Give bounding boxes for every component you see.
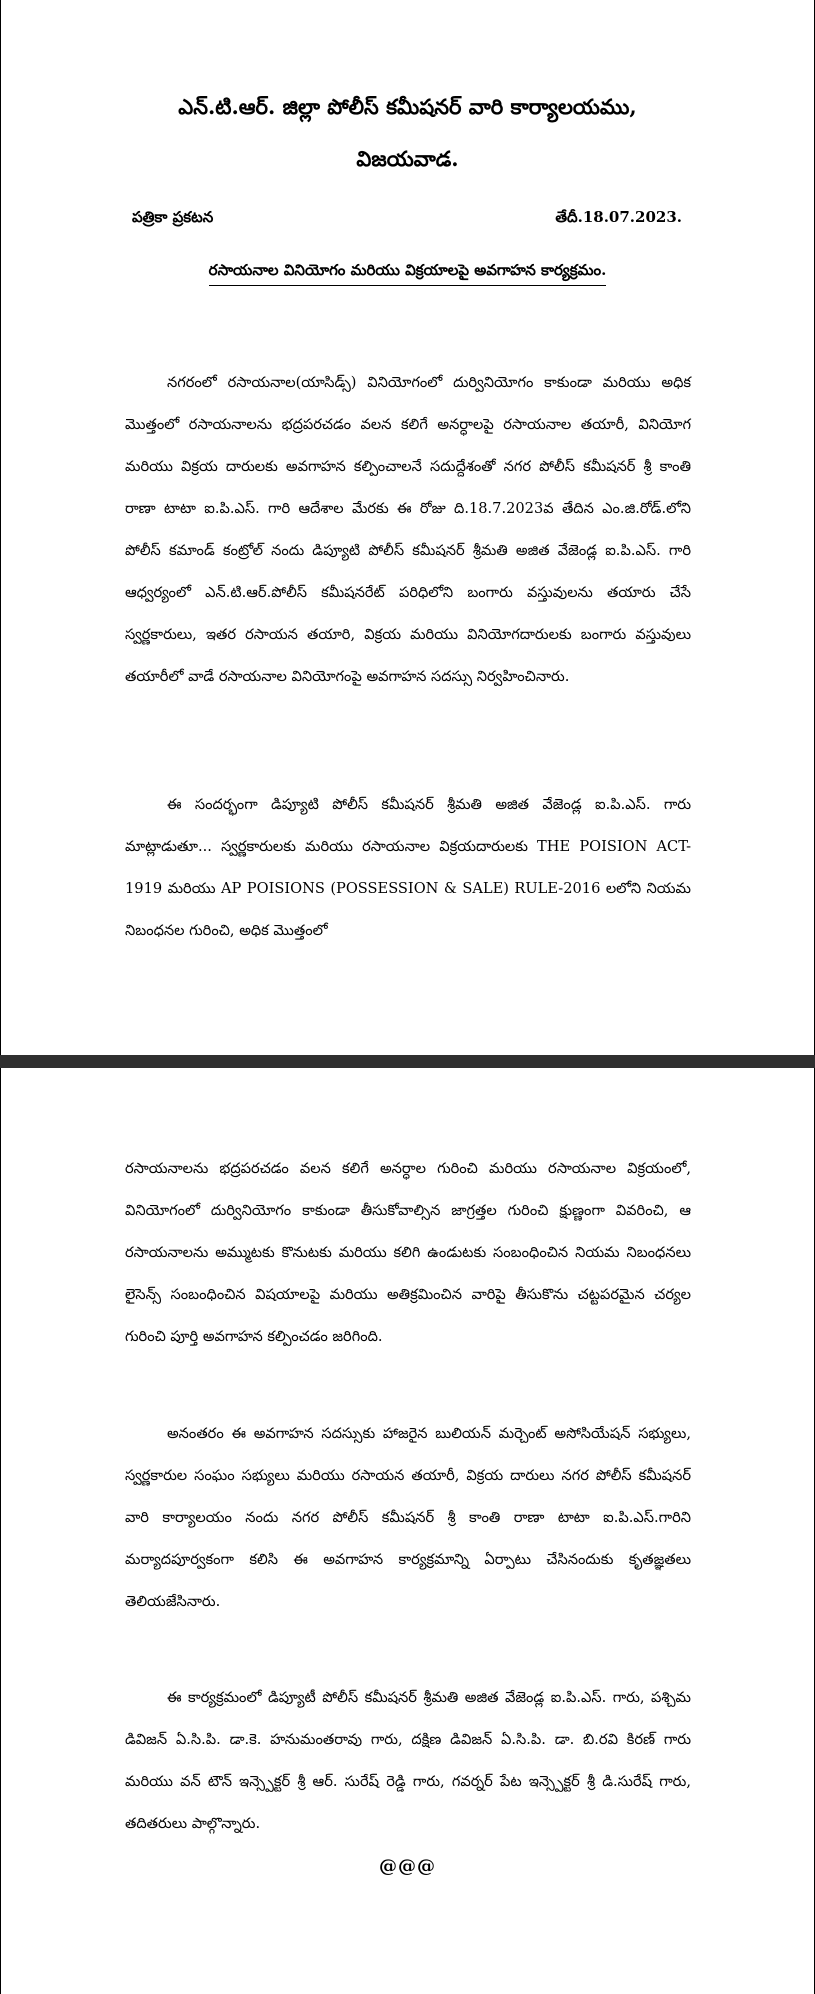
paragraph-3: రసాయనాలను భద్రపరచడం వలన కలిగే అనర్ధాల గురించి మరియు రసాయనాల విక్రయంలో, వినియోగంలో దుర్వినియోగం కాకుండా తీసుకోవాల్సిన జాగ్రత్తల గురించి క్షుణ్ణంగా వివరించి, ఆ రసాయనాలను అమ్ముటకు కొనుటకు మరియు కలిగి ఉండుటకు సంబంధించిన నియమ నిబంధనలు లైసెన్స్ సంబంధించిన విషయాలపై మరియు అతిక్రమించిన వారిపై తీసుకొను చట్టపరమైన చర్యల గురించి పూర్తి అవగాహన కల్పించడం జరిగింది. <box>125 1160 691 1345</box>
closing-mark: @@@ <box>379 1856 436 1877</box>
paragraph-4: అనంతరం ఈ అవగాహన సదస్సుకు హాజరైన బులియన్ మర్చెంట్ అసోసియేషన్ సభ్యులు, స్వర్ణకారుల సంఘం సభ్యులు మరియు రసాయన తయారీ, విక్రయ దారులు నగర పోలీస్ కమీషనర్ వారి కార్యాలయం నందు నగర పోలీస్ కమీషనర్ శ్రీ కాంతి రాణా టాటా ఐ.పి.ఎస్.గారిని మర్యాదపూర్వకంగా కలిసి ఈ అవగాహన కార్యక్రమాన్ని ఏర్పాటు చేసినందుకు కృతజ్ఞతలు తెలియజేసినారు. <box>125 1425 691 1610</box>
office-title: ఎన్.టి.ఆర్. జిల్లా పోలీస్ కమీషనర్ వారి కార్యాలయము, <box>178 94 637 119</box>
paragraph-2: ఈ సందర్భంగా డిప్యూటి పోలీస్ కమీషనర్ శ్రీమతి అజిత వేజెండ్ల ఐ.పి.ఎస్. గారు మాట్లాడుతూ... స్వర్ణకారులకు మరియు రసాయనాల విక్రయదారులకు THE POISION ACT-1919 మరియు AP POISIONS (POSSESSION & SALE) RULE-2016 లలోని నియమ నిబంధనల గురించి, అధిక మొత్తంలో <box>125 796 691 939</box>
press-release-label: పత్రికా ప్రకటన <box>132 208 214 226</box>
paragraph-1: నగరంలో రసాయనాల(యాసిడ్స్) వినియోగంలో దుర్వినియోగం కాకుండా మరియు అధిక మొత్తంలో రసాయనాలను భద్రపరచడం వలన కలిగే అనర్ధాలపై రసాయనాల తయారీ, వినియోగ మరియు విక్రయ దారులకు అవగాహన కల్పించాలనే సదుద్దేశంతో నగర పోలీస్ కమీషనర్ శ్రీ కాంతి రాణా టాటా ఐ.పి.ఎస్. గారి ఆదేశాల మేరకు ఈ రోజు ది.18.7.2023వ తేదిన ఎం.జి.రోడ్.లోని పోలీస్ కమాండ్ కంట్రోల్ నందు డిప్యూటి పోలీస్ కమీషనర్ శ్రీమతి అజిత వేజెండ్ల ఐ.పి.ఎస్. గారి ఆధ్వర్యంలో ఎన్.టి.ఆర్.పోలీస్ కమీషనరేట్ పరిధిలోని బంగారు వస్తువులను తయారు చేసే స్వర్ణకారులు, ఇతర రసాయన తయారి, విక్రయ మరియు వినియోగదారులకు బంగారు వస్తువులు తయారీలో వాడే రసాయనాల వినియోగంపై అవగాహన సదస్సు నిర్వహించినారు. <box>125 374 691 685</box>
press-release-date: తేదీ.18.07.2023. <box>555 208 682 226</box>
paragraph-5: ఈ కార్యక్రమంలో డిప్యూటీ పోలీస్ కమీషనర్ శ్రీమతి అజిత వేజెండ్ల ఐ.పి.ఎస్. గారు, పశ్చిమ డివిజన్ ఏ.సి.పి. డా.కె. హనుమంతరావు గారు, దక్షిణ డివిజన్ ఏ.సి.పి. డా. బి.రవి కిరణ్ గారు మరియు వన్ టౌన్ ఇన్స్పెక్టర్ శ్రీ ఆర్. సురేష్ రెడ్డి గారు, గవర్నర్ పేట ఇన్స్పెక్టర్ శ్రీ డి.సురేష్ గారు, తదితరులు పాల్గొన్నారు. <box>125 1689 691 1832</box>
subject-heading <box>0 258 815 286</box>
page-separator <box>0 1055 815 1068</box>
subject-text: రసాయనాల వినియోగం మరియు విక్రయాలపై అవగాహన కార్యక్రమం. <box>209 258 607 286</box>
office-city: విజయవాడ. <box>356 146 459 171</box>
